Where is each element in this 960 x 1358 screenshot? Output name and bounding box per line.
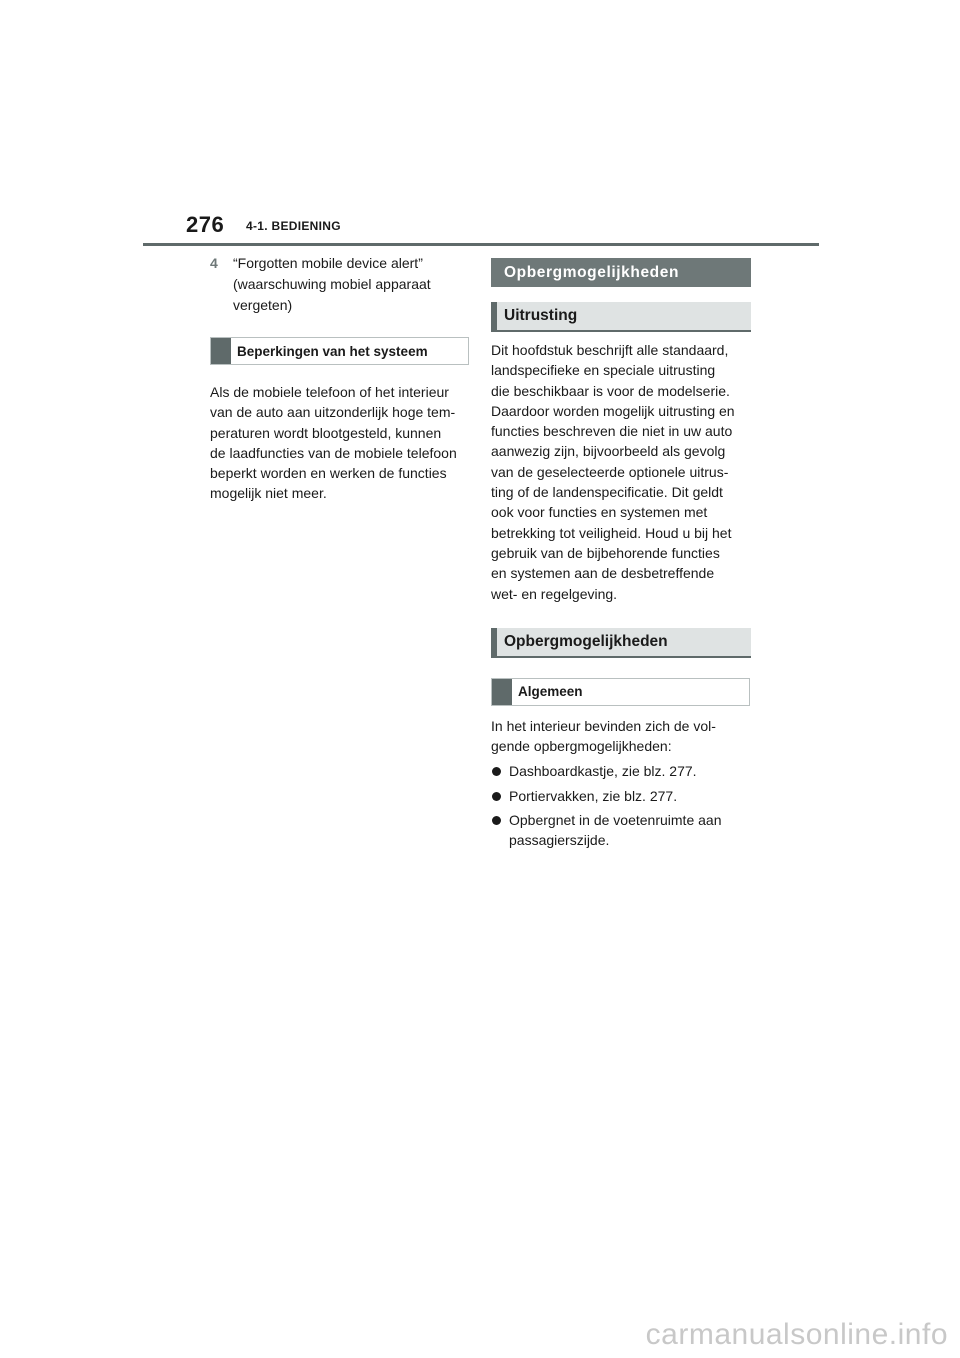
paragraph-line: betrekking tot veiligheid. Houd u bij het bbox=[491, 524, 732, 541]
header-divider bbox=[143, 243, 819, 246]
step-item bbox=[210, 253, 470, 316]
paragraph-line: mogelijk niet meer. bbox=[210, 485, 327, 502]
bullet-icon bbox=[492, 767, 501, 776]
step-number: 4 bbox=[210, 255, 218, 271]
bullet-icon bbox=[492, 792, 501, 801]
paragraph-line: gende opbergmogelijkheden: bbox=[491, 738, 672, 755]
subsection-title: Opbergmogelijkheden bbox=[504, 632, 668, 650]
paragraph-line: Als de mobiele telefoon of het interieur bbox=[210, 384, 449, 400]
subsection-marker bbox=[491, 302, 497, 332]
step-line: “Forgotten mobile device alert” bbox=[233, 255, 423, 271]
page-number: 276 bbox=[186, 212, 225, 237]
paragraph-line: ook voor functies en systemen met bbox=[491, 504, 708, 521]
list-item-text: Opbergnet in de voetenruimte aan bbox=[509, 812, 722, 829]
heading-marker bbox=[211, 338, 231, 364]
paragraph-line: ting of de landenspecificatie. Dit geldt bbox=[491, 484, 723, 501]
list-item-text: Dashboardkastje, zie blz. 277. bbox=[509, 763, 697, 780]
step-line: vergeten) bbox=[233, 297, 293, 313]
paragraph-line: die beschikbaar is voor de modelserie. bbox=[491, 382, 730, 399]
paragraph-line: de laadfuncties van de mobiele telefoon bbox=[210, 444, 457, 461]
paragraph-line: landspecifieke en speciale uitrusting bbox=[491, 362, 716, 379]
system-limits-paragraph bbox=[210, 382, 470, 504]
list-item bbox=[491, 810, 751, 851]
section-title-bar bbox=[491, 258, 751, 287]
subsection-title: Uitrusting bbox=[504, 307, 578, 324]
paragraph-line: aanwezig zijn, bijvoorbeeld als gevolg bbox=[491, 443, 726, 460]
paragraph-line: wet- en regelgeving. bbox=[491, 585, 618, 602]
paragraph-line: van de geselecteerde optionele uitrus- bbox=[491, 463, 729, 480]
right-column bbox=[491, 258, 751, 855]
list-item bbox=[491, 786, 751, 806]
paragraph-line: beperkt worden en werken de functies bbox=[210, 465, 447, 482]
list-item bbox=[491, 761, 751, 781]
chapter-title: 4-1. BEDIENING bbox=[246, 219, 341, 233]
heading-label: Beperkingen van het systeem bbox=[237, 343, 428, 359]
storage-intro-paragraph bbox=[491, 716, 751, 757]
heading-label: Algemeen bbox=[518, 684, 583, 700]
general-heading bbox=[491, 678, 750, 706]
storage-list bbox=[491, 761, 751, 850]
bullet-icon bbox=[492, 816, 501, 825]
list-item-text: passagierszijde. bbox=[509, 832, 610, 849]
paragraph-line: van de auto aan uitzonderlijk hoge tem- bbox=[210, 404, 456, 421]
left-column bbox=[210, 253, 470, 504]
paragraph-line: en systemen aan de desbetreffende bbox=[491, 565, 715, 582]
paragraph-line: Daardoor worden mogelijk uitrusting en bbox=[491, 402, 735, 419]
equipment-paragraph bbox=[491, 340, 751, 604]
paragraph-line: peraturen wordt blootgesteld, kunnen bbox=[210, 424, 442, 441]
system-limits-heading bbox=[210, 337, 469, 365]
section-title: Opbergmogelijkheden bbox=[504, 263, 680, 281]
subsection-opbergmogelijkheden bbox=[491, 628, 751, 658]
paragraph-line: Dit hoofdstuk beschrijft alle standaard, bbox=[491, 342, 729, 358]
paragraph-line: gebruik van de bijbehorende functies bbox=[491, 544, 720, 561]
watermark-logo: carmanualsonline.info bbox=[645, 1318, 948, 1351]
step-line: (waarschuwing mobiel apparaat bbox=[233, 276, 431, 292]
list-item-text: Portiervakken, zie blz. 277. bbox=[509, 787, 678, 804]
subsection-marker bbox=[491, 628, 497, 658]
subsection-uitrusting bbox=[491, 302, 751, 332]
heading-marker bbox=[492, 679, 512, 705]
paragraph-line: In het interieur bevinden zich de vol- bbox=[491, 717, 716, 734]
paragraph-line: functies beschreven die niet in uw auto bbox=[491, 423, 733, 440]
